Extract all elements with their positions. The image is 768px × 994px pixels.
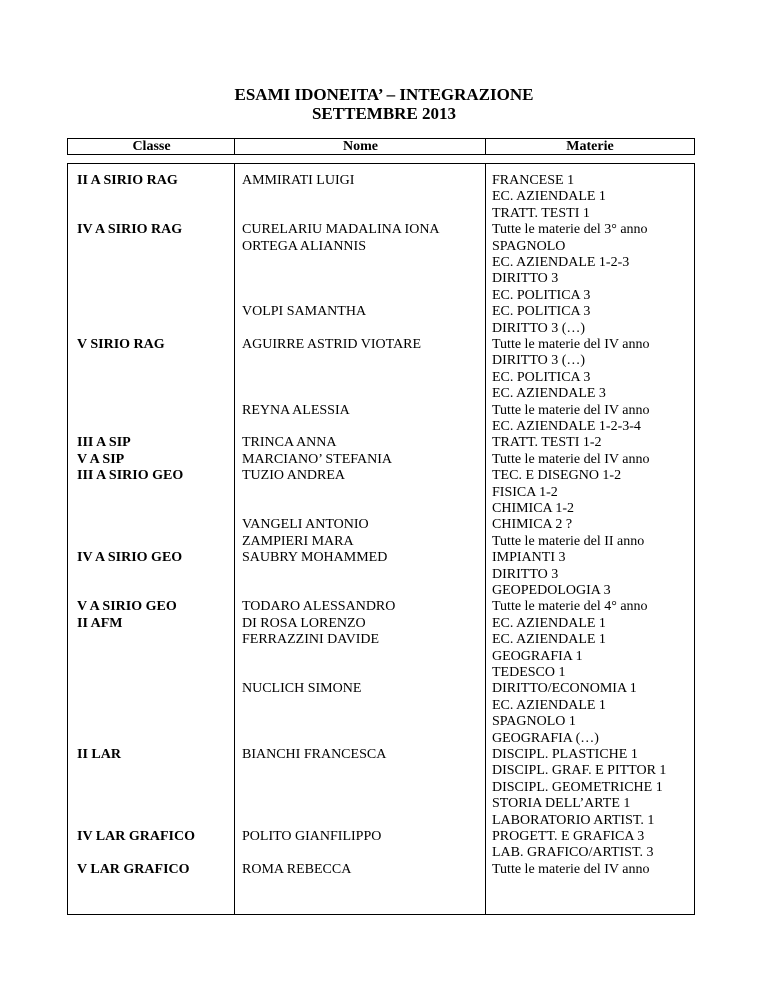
- row-materia: Tutte le materie del IV anno: [492, 402, 650, 418]
- row-classe: II AFM: [77, 615, 123, 631]
- row-nome: TODARO ALESSANDRO: [242, 599, 396, 615]
- row-materia: Tutte le materie del IV anno: [492, 337, 650, 352]
- row-materia: GEOGRAFIA 1: [492, 648, 583, 664]
- row-materia: FISICA 1-2: [492, 484, 558, 500]
- row-nome: VANGELI ANTONIO: [242, 517, 369, 533]
- row-nome: ROMA REBECCA: [242, 861, 352, 877]
- row-materia: DIRITTO 3 (…): [492, 353, 586, 369]
- header-materie: Materie: [566, 139, 614, 154]
- row-materia: SPAGNOLO 1: [492, 714, 576, 730]
- row-nome: REYNA ALESSIA: [242, 402, 350, 418]
- row-classe: V LAR GRAFICO: [77, 861, 190, 877]
- row-materia: DIRITTO 3: [492, 271, 559, 287]
- row-materia: GEOPEDOLOGIA 3: [492, 583, 611, 598]
- row-nome: ZAMPIERI MARA: [242, 533, 354, 549]
- row-materia: EC. AZIENDALE 1: [492, 615, 606, 631]
- row-materia: EC. AZIENDALE 3: [492, 386, 606, 402]
- row-materia: Tutte le materie del II anno: [492, 533, 645, 549]
- document-title: ESAMI IDONEITA’ – INTEGRAZIONE: [234, 85, 534, 104]
- column-divider: [234, 164, 235, 914]
- row-nome: DI ROSA LORENZO: [242, 615, 366, 631]
- row-classe: IV A SIRIO RAG: [77, 222, 183, 238]
- row-materia: Tutte le materie del 4° anno: [492, 599, 648, 615]
- row-materia: EC. AZIENDALE 1-2-3: [492, 255, 630, 270]
- row-classe: II A SIRIO RAG: [77, 173, 178, 188]
- row-materia: TRATT. TESTI 1: [492, 205, 590, 221]
- row-materia: EC. POLITICA 3: [492, 304, 591, 320]
- row-materia: SPAGNOLO: [492, 238, 566, 254]
- row-materia: CHIMICA 2 ?: [492, 517, 573, 533]
- header-divider: [234, 139, 235, 154]
- row-materia: TEC. E DISEGNO 1-2: [492, 468, 622, 484]
- row-classe: IV A SIRIO GEO: [77, 550, 183, 566]
- row-classe: III A SIRIO GEO: [77, 468, 184, 484]
- row-materia: GEOGRAFIA (…): [492, 730, 599, 746]
- row-materia: FRANCESE 1: [492, 173, 575, 188]
- row-materia: TRATT. TESTI 1-2: [492, 435, 602, 451]
- row-materia: STORIA DELL’ARTE 1: [492, 796, 631, 812]
- row-nome: MARCIANO’ STEFANIA: [242, 451, 392, 467]
- row-materia: EC. POLITICA 3: [492, 287, 591, 303]
- row-materia: Tutte le materie del IV anno: [492, 861, 650, 877]
- row-classe: IV LAR GRAFICO: [77, 829, 195, 844]
- row-nome: TUZIO ANDREA: [242, 468, 346, 484]
- row-nome: SAUBRY MOHAMMED: [242, 550, 388, 566]
- row-nome: FERRAZZINI DAVIDE: [242, 632, 380, 648]
- row-materia: DISCIPL. GRAF. E PITTOR 1: [492, 763, 667, 779]
- row-materia: CHIMICA 1-2: [492, 501, 575, 516]
- row-materia: PROGETT. E GRAFICA 3: [492, 829, 645, 844]
- row-materia: DISCIPL. PLASTICHE 1: [492, 747, 638, 762]
- row-classe: II LAR: [77, 747, 121, 762]
- row-nome: CURELARIU MADALINA IONA: [242, 222, 440, 238]
- row-nome: AMMIRATI LUIGI: [242, 173, 355, 188]
- row-classe: V SIRIO RAG: [77, 337, 165, 352]
- row-materia: EC. POLITICA 3: [492, 369, 591, 385]
- table-header: [67, 138, 695, 155]
- row-materia: DIRITTO 3: [492, 566, 559, 582]
- row-materia: Tutte le materie del IV anno: [492, 451, 650, 467]
- row-nome: BIANCHI FRANCESCA: [242, 747, 387, 762]
- header-classe: Classe: [132, 139, 171, 154]
- row-materia: EC. AZIENDALE 1: [492, 697, 606, 713]
- column-divider: [485, 164, 486, 914]
- row-nome: AGUIRRE ASTRID VIOTARE: [242, 337, 422, 352]
- row-materia: DISCIPL. GEOMETRICHE 1: [492, 779, 663, 795]
- row-materia: DIRITTO/ECONOMIA 1: [492, 681, 637, 697]
- row-nome: ORTEGA ALIANNIS: [242, 238, 366, 254]
- document-subtitle: SETTEMBRE 2013: [311, 104, 457, 123]
- row-materia: DIRITTO 3 (…): [492, 320, 586, 336]
- row-materia: EC. AZIENDALE 1-2-3-4: [492, 419, 641, 434]
- row-nome: TRINCA ANNA: [242, 435, 337, 451]
- row-nome: VOLPI SAMANTHA: [242, 304, 367, 320]
- row-classe: III A SIP: [77, 435, 131, 451]
- row-classe: V A SIP: [77, 451, 125, 467]
- header-divider: [485, 139, 486, 154]
- row-classe: V A SIRIO GEO: [77, 599, 177, 615]
- row-materia: TEDESCO 1: [492, 665, 566, 680]
- row-materia: Tutte le materie del 3° anno: [492, 222, 648, 238]
- row-nome: NUCLICH SIMONE: [242, 681, 362, 697]
- row-nome: POLITO GIANFILIPPO: [242, 829, 382, 844]
- row-materia: LABORATORIO ARTIST. 1: [492, 812, 655, 828]
- row-materia: LAB. GRAFICO/ARTIST. 3: [492, 845, 654, 861]
- row-materia: IMPIANTI 3: [492, 550, 566, 566]
- header-nome: Nome: [343, 139, 378, 154]
- row-materia: EC. AZIENDALE 1: [492, 632, 606, 648]
- row-materia: EC. AZIENDALE 1: [492, 189, 606, 205]
